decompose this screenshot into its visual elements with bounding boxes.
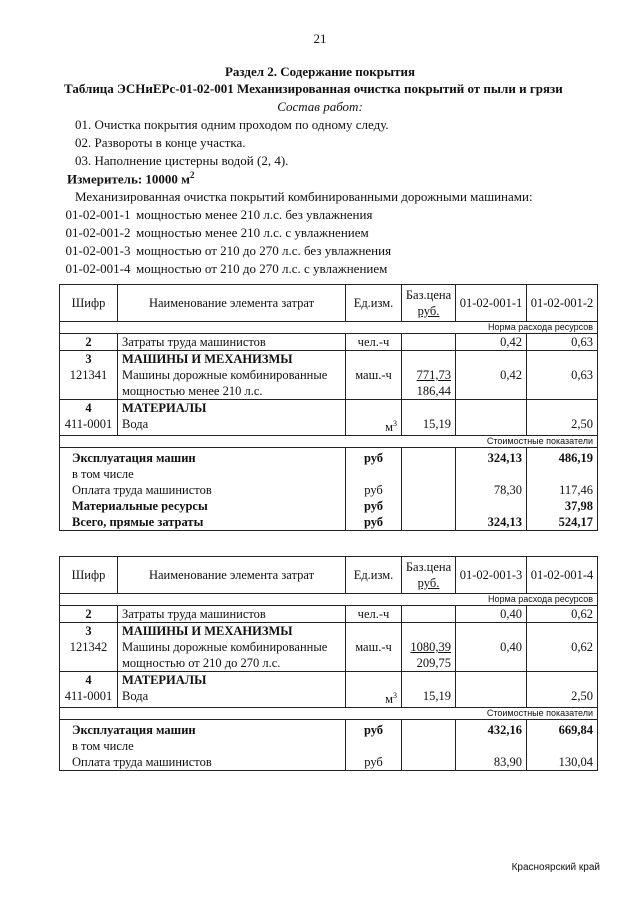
header-name: Наименование элемента затрат [118,285,346,322]
work-item: 01. Очистка покрытия одним проходом по одному следу. [75,117,389,132]
table-title: Таблица ЭСНиЕРс-01-02-001 Механизированная очистка покрытий от пыли и грязи [64,81,563,96]
code-id: 01-02-001-1 [65,207,131,222]
header-code: Шифр [60,557,118,594]
measure-label: Измеритель: 10000 м [67,171,191,187]
code-id: 01-02-001-3 [65,243,131,258]
header-col-2: 01-02-001-2 [527,285,598,322]
header-col-1: 01-02-001-3 [456,557,527,594]
code-desc: мощностью менее 210 л.с. с увлажнением [136,225,369,240]
code-item [60,207,372,223]
resource-table-1 [59,284,598,531]
cost-indicators-label: Стоимостные показатели [60,436,598,448]
section-title: Раздел 2. Содержание покрытия [224,64,416,79]
table-row: в том числе [60,466,598,482]
table-row: 2 Затраты труда машинистов чел.-ч 0,42 0,63 [60,334,598,351]
table-row: Оплата труда машинистов руб 78,30 117,46 [60,482,598,498]
header-unit: Ед.изм. [346,557,402,594]
cost-indicators-label: Стоимостные показатели [60,708,598,720]
measure-unit [67,170,195,187]
work-item: 03. Наполнение цистерны водой (2, 4). [75,153,289,168]
work-heading: Состав работ: [277,99,363,114]
header-col-1: 01-02-001-1 [456,285,527,322]
table-row: Оплата труда машинистов руб 83,90 130,04 [60,754,598,771]
intro-text: Механизированная очистка покрытий комбинированными дорожными машинами: [75,189,533,204]
code-item [60,261,387,277]
table-row: Эксплуатация машин руб 324,13 486,19 [60,448,598,467]
header-code: Шифр [60,285,118,322]
table-row: 3 121342 МАШИНЫ И МЕХАНИЗМЫ Машины дорожные комбинированные мощностью от 210 до 270 л.с. маш.-ч 1080,39 209,75 0,40 0,62 [60,623,598,672]
work-item: 02. Развороты в конце участка. [75,135,246,150]
resource-table-2 [59,556,598,771]
code-id: 01-02-001-4 [65,261,131,276]
table-header [60,285,598,322]
resource-norm-label: Норма расхода ресурсов [60,322,598,334]
page-number: 21 [313,31,327,46]
table-row: 4 411-0001 МАТЕРИАЛЫ Вода $м^3$ 15,19 2,50 [60,672,598,708]
table-row: 4 411-0001 МАТЕРИАЛЫ Вода $м^3$ 15,19 2,50 [60,400,598,436]
table-row: в том числе [60,738,598,754]
code-desc: мощностью от 210 до 270 л.с. без увлажнения [136,243,392,258]
code-desc: мощностью менее 210 л.с. без увлажнения [136,207,373,222]
code-item [60,243,391,259]
table-row: Всего, прямые затраты руб 324,13 524,17 [60,514,598,531]
header-name: Наименование элемента затрат [118,557,346,594]
table-row: 3 121341 МАШИНЫ И МЕХАНИЗМЫ Машины дорожные комбинированные мощностью менее 210 л.с. маш.-ч 771,73 186,44 0,42 0,63 [60,351,598,400]
code-id: 01-02-001-2 [65,225,131,240]
header-unit: Ед.изм. [346,285,402,322]
resource-norm-label: Норма расхода ресурсов [60,594,598,606]
table-row: Эксплуатация машин руб 432,16 669,84 [60,720,598,739]
header-base-price: Баз.цена руб. [402,557,456,594]
measure-sup: 2 [190,170,195,180]
table-row: Материальные ресурсы руб 37,98 [60,498,598,514]
table-header [60,557,598,594]
footer-region: Красноярский край [511,862,600,873]
code-desc: мощностью от 210 до 270 л.с. с увлажнением [136,261,388,276]
code-item [60,225,369,241]
header-col-2: 01-02-001-4 [527,557,598,594]
header-base-price: Баз.цена руб. [402,285,456,322]
table-row: 2 Затраты труда машинистов чел.-ч 0,40 0,62 [60,606,598,623]
